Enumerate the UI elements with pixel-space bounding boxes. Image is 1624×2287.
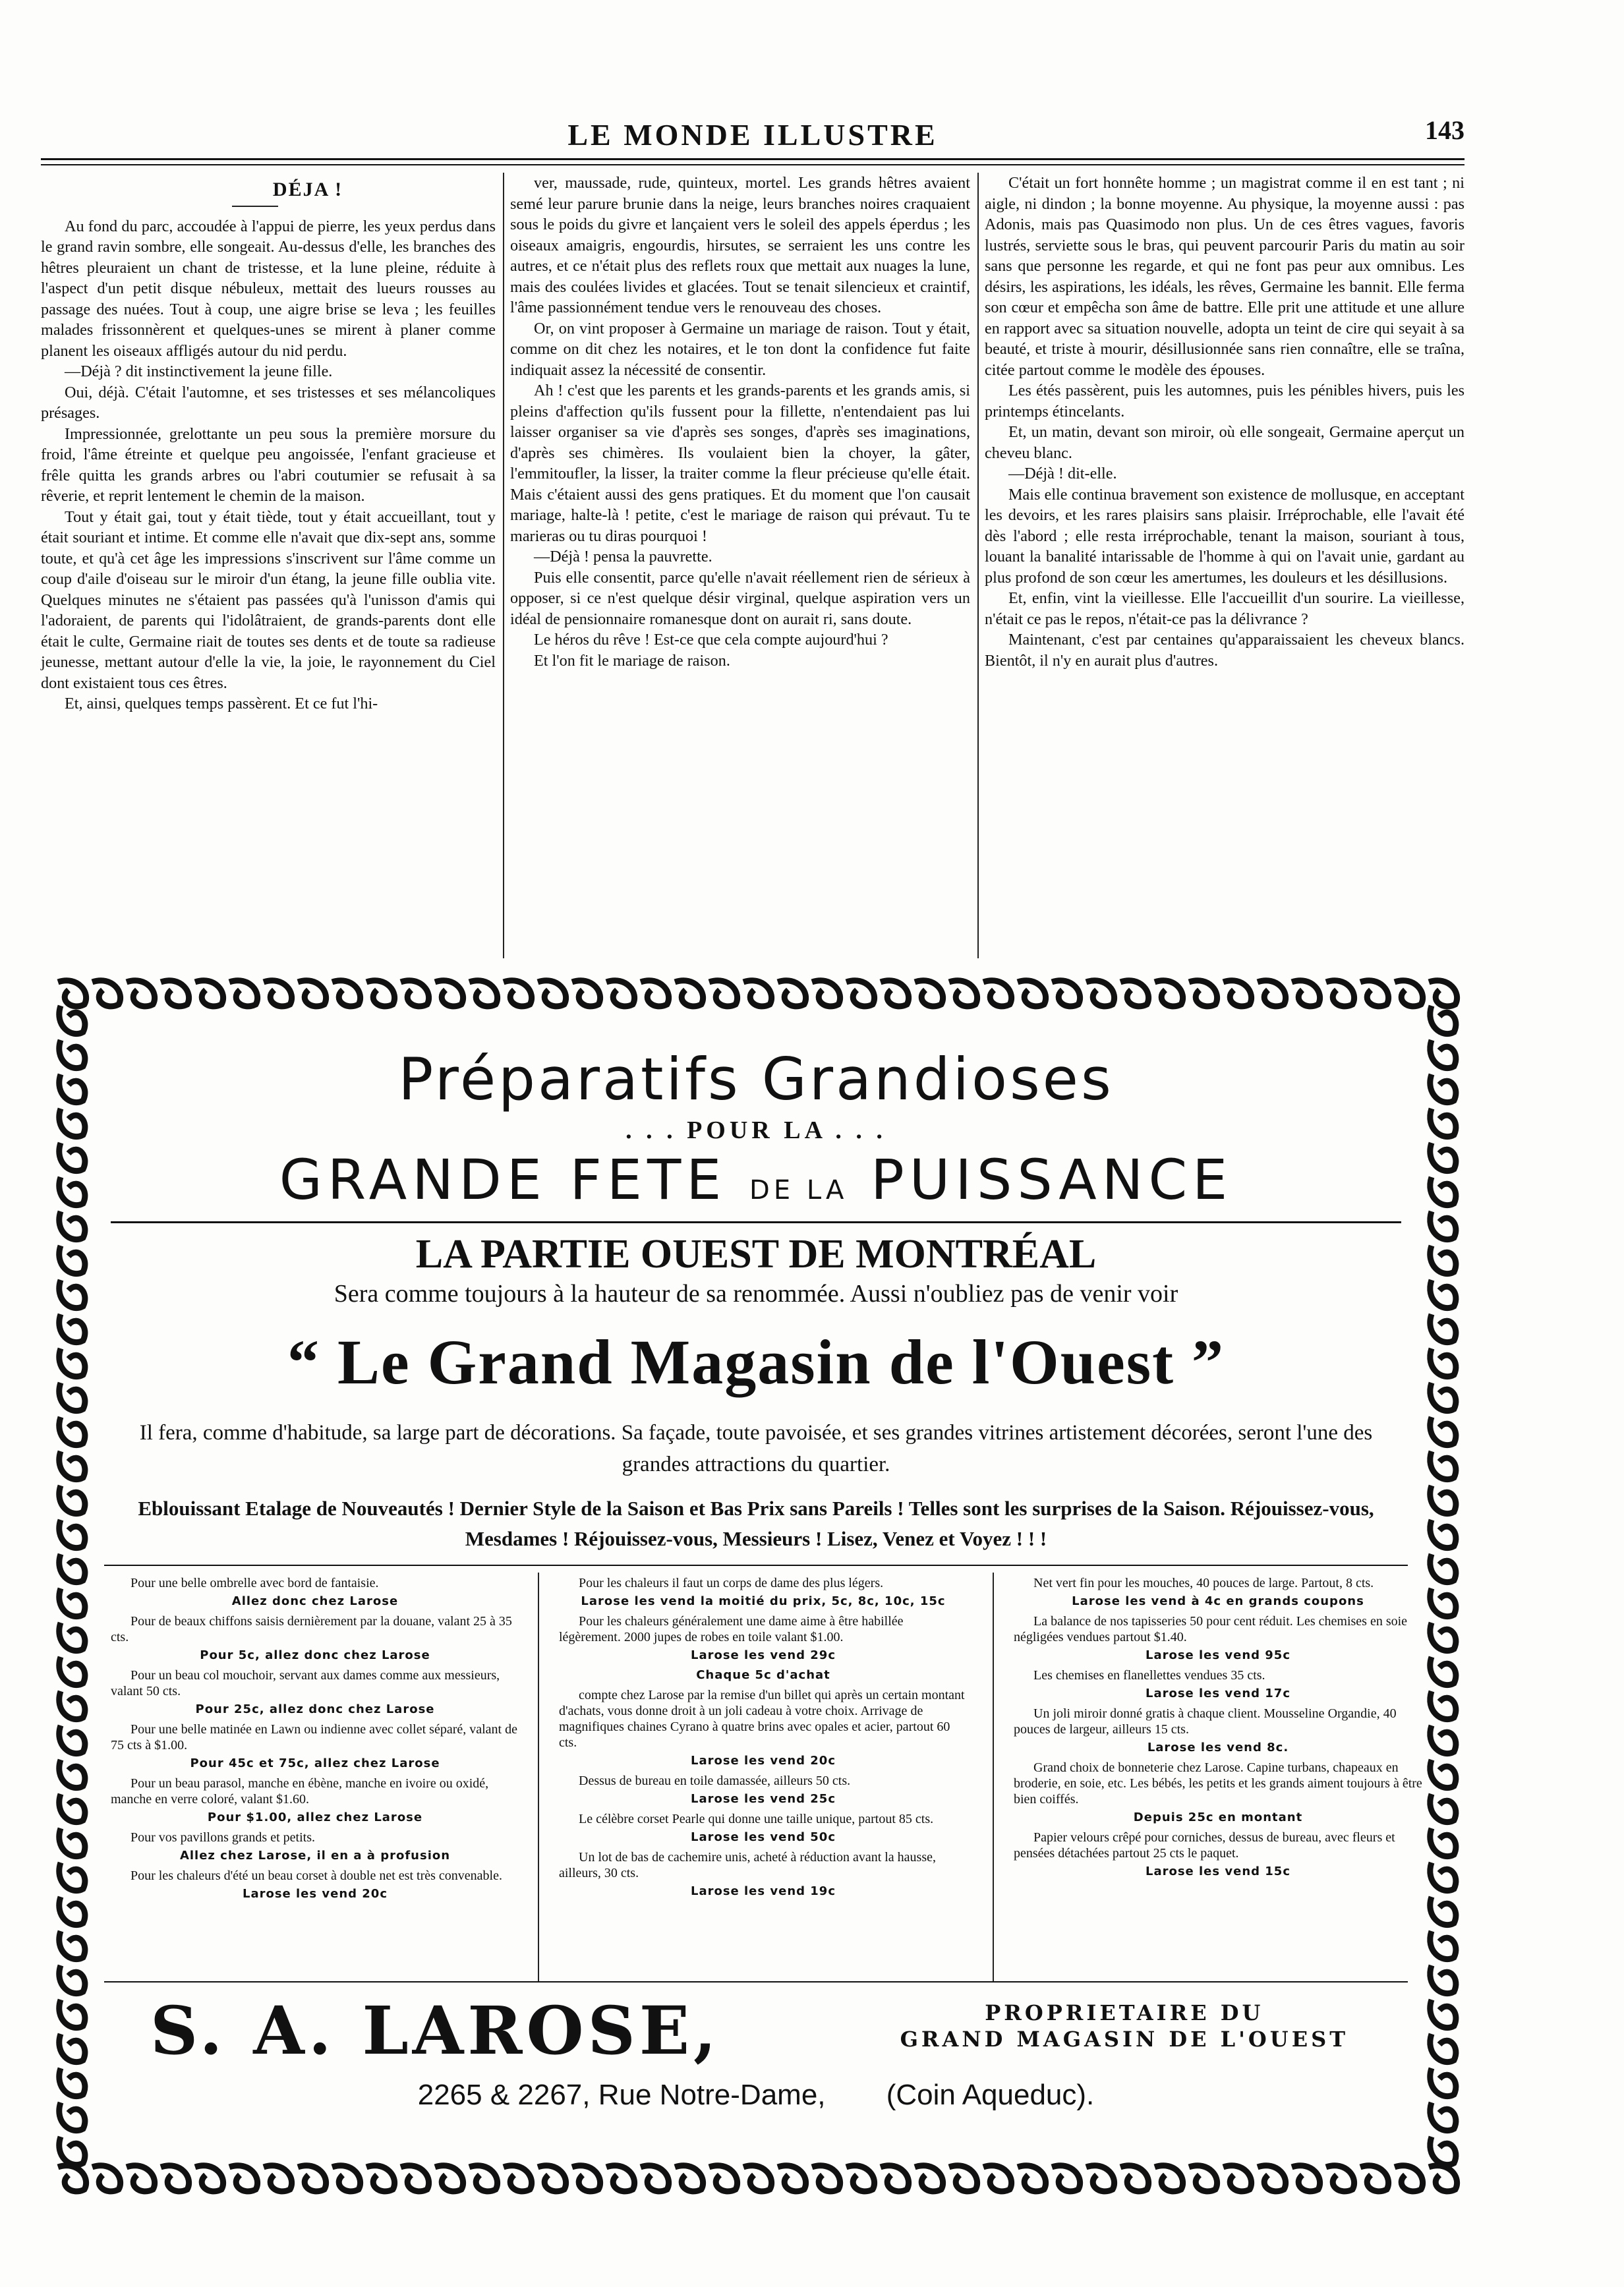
advertisement <box>51 973 1461 2200</box>
ad-price-heading: Pour 45c et 75c, allez chez Larose <box>190 1756 440 1770</box>
chain-link <box>59 1280 85 1308</box>
chain-link <box>1360 2166 1389 2191</box>
ad-item: Pour de beaux chiffons saisis dernièrement par la douane, valant 25 à 35 cts. <box>111 1614 512 1644</box>
ad-column-rule <box>993 1573 994 1981</box>
ad-headline-part: PUISSANCE <box>871 1147 1233 1212</box>
chain-link <box>229 2166 258 2191</box>
chain-link <box>59 1006 85 1034</box>
chain-link <box>1430 1486 1456 1514</box>
chain-link <box>59 1725 85 1754</box>
chain-link <box>1430 1965 1456 1994</box>
ad-item: Pour les chaleurs il faut un corps de dame des plus légers. <box>579 1576 884 1590</box>
ad-headline-part: GRANDE FETE <box>279 1147 727 1212</box>
chain-link <box>469 2166 498 2191</box>
chain-link <box>1326 2166 1354 2191</box>
chain-link <box>1430 1451 1456 1480</box>
ad-item: Pour un beau parasol, manche en ébène, manche en ivoire ou oxidé, manche en verre coloré, valant $1.60. <box>111 1776 489 1807</box>
chain-link <box>1326 981 1354 1006</box>
chain-link <box>59 2137 85 2165</box>
chain-link <box>1430 1074 1456 1103</box>
chain-link <box>1395 981 1423 1006</box>
ad-rule <box>104 1981 1408 1983</box>
chain-link <box>1430 1177 1456 1205</box>
chain-link <box>846 2166 875 2191</box>
chain-link <box>59 1760 85 1788</box>
story-column-3 <box>985 173 1464 958</box>
chain-link <box>504 2166 532 2191</box>
chain-link <box>127 981 155 1006</box>
chain-link <box>1430 2034 1456 2062</box>
chain-link <box>401 2166 429 2191</box>
chain-link <box>1430 1554 1456 1582</box>
ad-price-columns <box>104 1573 1422 1981</box>
chain-link <box>59 1931 85 1959</box>
ad-price-heading: Chaque 5c d'achat <box>696 1668 830 1682</box>
chain-link <box>59 1109 85 1137</box>
chain-link <box>1430 1931 1456 1959</box>
chain-link <box>264 2166 292 2191</box>
ad-price-heading: Larose les vend 25c <box>690 1792 836 1806</box>
chain-link <box>1430 1897 1456 1925</box>
ad-subheading: LA PARTIE OUEST DE MONTRÉAL <box>415 1232 1097 1277</box>
chain-link <box>949 981 977 1006</box>
ad-price-heading: Larose les vend 20c <box>690 1754 836 1768</box>
chain-link <box>161 981 189 1006</box>
chain-link <box>469 981 498 1006</box>
chain-link <box>59 1451 85 1480</box>
chain-link <box>127 2166 155 2191</box>
ad-column-3 <box>1014 1575 1422 1884</box>
chain-link <box>675 981 703 1006</box>
ad-item: Un lot de bas de cachemire unis, acheté à réduction avant la hausse, ailleurs, 30 cts. <box>559 1850 937 1880</box>
chain-link <box>1292 2166 1320 2191</box>
chain-link <box>778 2166 806 2191</box>
chain-link <box>264 981 292 1006</box>
chain-link <box>1189 981 1217 1006</box>
chain-link <box>298 981 326 1006</box>
ad-proprietor-line: GRAND MAGASIN DE L'OUEST <box>900 2027 1348 2052</box>
chain-link <box>1430 1143 1456 1171</box>
chain-link <box>401 981 429 1006</box>
ad-column-rule <box>538 1573 539 1981</box>
chain-link <box>366 2166 395 2191</box>
chain-link <box>1120 981 1149 1006</box>
chain-link <box>812 2166 840 2191</box>
ad-price-heading: Larose les vend 50c <box>690 1830 836 1844</box>
ad-rule <box>111 1221 1401 1223</box>
chain-link <box>1430 1794 1456 1822</box>
chain-link <box>59 1246 85 1274</box>
chain-link <box>1292 981 1320 1006</box>
paragraph: Oui, déjà. C'était l'automne, et ses tristesses et ses mélancoliques présages. <box>41 383 496 422</box>
paragraph: Or, on vint proposer à Germaine un mariage de raison. Tout y était, comme on dit chez les notaires, et le ton dont la confidence fut faite indiquait assez la nécessité de consentir. <box>510 319 970 379</box>
ad-headline-connector: . . . POUR LA . . . <box>625 1116 886 1144</box>
ad-footer <box>104 1992 1408 2130</box>
ad-item: Pour une belle matinée en Lawn ou indienne avec collet séparé, valant de 75 cts à $1.00. <box>111 1722 517 1752</box>
chain-link <box>1223 2166 1252 2191</box>
ad-item: Dessus de bureau en toile damassée, ailleurs 50 cts. <box>579 1774 851 1788</box>
chain-link <box>1018 2166 1046 2191</box>
chain-border-right <box>1422 999 1461 2174</box>
ad-item: Pour les chaleurs d'été un beau corset à double net est très convenable. <box>130 1868 502 1883</box>
chain-link <box>1430 2000 1456 2028</box>
chain-link <box>59 2034 85 2062</box>
ad-body-text: Il fera, comme d'habitude, sa large part de décorations. Sa façade, toute pavoisée, et ses grandes vitrines artistement décorées, seront l'une des grandes attractions du quartier. <box>139 1421 1373 1476</box>
chain-link <box>59 1383 85 1411</box>
paragraph: Puis elle consentit, parce qu'elle n'avait réellement rien de sérieux à opposer, si ce n'est quelque désir virginal, quelque aspiration vers un idéal de pensionnaire romanesque dont on aurait ri, sans doute. <box>510 568 970 628</box>
chain-link <box>743 981 772 1006</box>
ad-proprietor <box>900 2000 1348 2052</box>
chain-link <box>606 981 635 1006</box>
ad-headline-part: DE LA <box>749 1175 848 1205</box>
chain-link <box>709 981 738 1006</box>
ad-price-heading: Larose les vend 20c <box>242 1887 388 1901</box>
chain-link <box>59 2000 85 2028</box>
chain-link <box>743 2166 772 2191</box>
ad-item: Pour un beau col mouchoir, servant aux dames comme aux messieurs, valant 50 cts. <box>111 1668 500 1698</box>
ad-price-heading: Larose les vend 95c <box>1145 1648 1291 1662</box>
chain-link <box>59 1177 85 1205</box>
chain-link <box>1430 2137 1456 2165</box>
chain-link <box>1430 1691 1456 1720</box>
chain-link <box>195 981 223 1006</box>
story-title: DÉJA ! <box>272 179 343 200</box>
ad-item: Pour les chaleurs généralement une dame aime à être habillée légèrement. 2000 jupes de robes en toile valant $1.00. <box>559 1614 904 1644</box>
paragraph: —Déjà ! dit-elle. <box>1008 465 1117 482</box>
chain-link <box>983 981 1012 1006</box>
chain-link <box>1430 1417 1456 1445</box>
chain-link <box>846 981 875 1006</box>
chain-link <box>92 2166 121 2191</box>
chain-link <box>195 2166 223 2191</box>
ad-price-heading: Pour $1.00, allez chez Larose <box>207 1810 423 1824</box>
chain-link <box>366 981 395 1006</box>
chain-link <box>59 1691 85 1720</box>
chain-link <box>675 2166 703 2191</box>
chain-link <box>1223 981 1252 1006</box>
chain-link <box>59 1965 85 1994</box>
chain-link <box>1018 981 1046 1006</box>
chain-link <box>229 981 258 1006</box>
chain-link <box>59 1143 85 1171</box>
paragraph: Les étés passèrent, puis les automnes, puis les pénibles hivers, puis les printemps étincelants. <box>985 382 1464 420</box>
story-column-2 <box>510 173 970 958</box>
chain-link <box>1052 981 1080 1006</box>
chain-link <box>59 1828 85 1857</box>
paragraph: Au fond du parc, accoudée à l'appui de pierre, les yeux perdus dans le grand ravin sombre, elle songeait. Au-dessus d'elle, les branches des hêtres pleuraient un chant de tristesse, et la lune pleine, réduite à l'aspect d'un petit disque nébuleux, mettait des lueurs rousses au passage des nuées. Tout à coup, une aigre brise se leva ; les feuilles malades frissonnèrent et quelques-unes se mirent à planer comme planent les oiseaux affligés autour du nid perdu. <box>41 217 496 360</box>
paragraph: Maintenant, c'est par centaines qu'apparaissaient les cheveux blancs. Bientôt, il n'y en aurait plus d'autres. <box>985 631 1464 670</box>
chain-link <box>1258 2166 1286 2191</box>
chain-link <box>1430 1383 1456 1411</box>
chain-link <box>435 981 463 1006</box>
chain-link <box>92 981 121 1006</box>
chain-link <box>1430 1246 1456 1274</box>
chain-link <box>59 2102 85 2131</box>
paragraph: Et, un matin, devant son miroir, où elle songeait, Germaine aperçut un cheveu blanc. <box>985 423 1464 462</box>
chain-link <box>1360 981 1389 1006</box>
ad-price-heading: Larose les vend 17c <box>1145 1687 1291 1700</box>
ad-item: Les chemises en flanellettes vendues 35 cts. <box>1033 1668 1265 1683</box>
chain-link <box>1430 1623 1456 1651</box>
ad-item: Pour une belle ombrelle avec bord de fantaisie. <box>130 1576 379 1590</box>
ad-price-heading: Larose les vend 15c <box>1145 1865 1291 1878</box>
chain-link <box>1086 2166 1115 2191</box>
ad-headline-main <box>104 1147 1408 1212</box>
chain-link <box>606 2166 635 2191</box>
ad-headline: Préparatifs Grandioses <box>398 1045 1114 1113</box>
chain-link <box>59 1314 85 1343</box>
ad-column-1 <box>111 1575 519 1906</box>
ad-street: 2265 & 2267, Rue Notre-Dame, <box>417 2079 826 2111</box>
chain-link <box>1430 1314 1456 1343</box>
chain-link <box>59 2068 85 2097</box>
chain-link <box>641 2166 669 2191</box>
ad-content <box>104 1019 1422 2154</box>
page-number: 143 <box>1425 115 1464 145</box>
paragraph: Et, enfin, vint la vieillesse. Elle l'accueillit d'un sourire. La vieillesse, n'était ce pas le repos, n'était-ce pas la délivrance ? <box>985 589 1464 628</box>
ad-slogan: Eblouissant Etalage de Nouveautés ! Dernier Style de la Saison et Bas Prix sans Pareils ! Telles sont les surprises de la Saison. Réjouissez-vous, Mesdames ! Réjouissez-vous, Messieurs ! Lisez, Venez et Voyez ! ! ! <box>138 1497 1374 1550</box>
chain-link <box>949 2166 977 2191</box>
chain-link <box>59 1348 85 1377</box>
chain-link <box>504 981 532 1006</box>
paragraph: C'était un fort honnête homme ; un magistrat comme il en est tant ; ni aigle, ni dindon ; la bonne moyenne. Au physique, la moyenne aussi : pas Adonis, mais pas Quasimodo non plus. Un de ces êtres vagues, favoris lustrés, serviette sous le bras, qui peuvent parcourir Paris du matin au soir sans que personne les regarde, et qui ne font pas peur aux omnibus. Les désirs, les aspirations, les idéals, les rêves, Germaine les bannit. Elle ferma son cœur et empêcha son âme de battre. Elle prit une attitude et une allure en rapport avec sa situation nouvelle, adopta un teint de cire qui seyait à sa beauté, et triste à mourir, désillusionnée sans rien connaître, elle se traîna, citée partout comme le modèle des épouses. <box>985 174 1464 379</box>
story-columns <box>41 173 1464 958</box>
header-rule <box>41 158 1464 165</box>
ad-column-2 <box>559 1575 968 1903</box>
paragraph: Et, ainsi, quelques temps passèrent. Et ce fut l'hi- <box>65 695 378 712</box>
chain-link <box>709 2166 738 2191</box>
chain-link <box>641 981 669 1006</box>
ad-item: Grand choix de bonneterie chez Larose. Capine turbans, chapeaux en broderie, en soie, etc. Les bébés, les petits et les grands aiment toujours à être bien coiffés. <box>1014 1760 1422 1807</box>
chain-link <box>538 2166 566 2191</box>
ad-rule <box>104 1565 1408 1566</box>
chain-link <box>1189 2166 1217 2191</box>
page-header <box>41 112 1464 158</box>
chain-link <box>59 1794 85 1822</box>
chain-link <box>1120 2166 1149 2191</box>
ad-address <box>104 2079 1408 2112</box>
chain-link <box>59 1554 85 1582</box>
chain-link <box>1430 2102 1456 2131</box>
story-column-1 <box>41 173 496 958</box>
paragraph: Ah ! c'est que les parents et les grands-parents et les grands amis, si pleins d'affection qu'ils fussent pour la fillette, n'entendaient pas lui laisser organiser sa vie d'après ses songes, d'après ses imaginations, d'après ses chimères. Ils voulaient bien la choyer, la gâter, l'emmitoufler, la lisser, la traiter comme la fleur précieuse qu'elle était. Mais c'étaient aussi des gens pratiques. Et du moment que l'on causait mariage, halte-là ! petite, c'est le mariage de raison qui prévaut. Tu te marieras ou tu diras pourquoi ! <box>510 382 970 545</box>
chain-link <box>1052 2166 1080 2191</box>
chain-link <box>161 2166 189 2191</box>
chain-link <box>59 1863 85 1891</box>
chain-link <box>1155 981 1183 1006</box>
ad-item: Le célèbre corset Pearle qui donne une taille unique, partout 85 cts. <box>579 1812 934 1826</box>
chain-link <box>332 981 361 1006</box>
chain-link <box>1430 1211 1456 1240</box>
chain-link <box>1430 1725 1456 1754</box>
ad-price-heading: Pour 5c, allez donc chez Larose <box>200 1648 430 1662</box>
chain-link <box>59 1211 85 1240</box>
chain-link <box>1430 1588 1456 1617</box>
chain-link <box>59 1520 85 1548</box>
chain-link <box>59 1897 85 1925</box>
chain-link <box>881 2166 909 2191</box>
ad-price-heading: Larose les vend 29c <box>690 1648 836 1662</box>
ad-item: Net vert fin pour les mouches, 40 pouces de large. Partout, 8 cts. <box>1033 1576 1374 1590</box>
chain-link <box>1155 2166 1183 2191</box>
ad-store-name: “ Le Grand Magasin de l'Ouest ” <box>287 1327 1225 1397</box>
chain-border-left <box>51 999 90 2174</box>
title-rule <box>232 206 278 207</box>
ad-price-heading: Pour 25c, allez donc chez Larose <box>195 1702 435 1716</box>
ad-price-heading: Larose les vend à 4c en grands coupons <box>1072 1594 1364 1608</box>
chain-link <box>1430 1040 1456 1068</box>
ad-price-heading: Allez donc chez Larose <box>231 1594 399 1608</box>
chain-link <box>59 1657 85 1685</box>
paragraph: ver, maussade, rude, quinteux, mortel. Les grands hêtres avaient semé leur parure brunie dans la neige, leurs branches noires craquaient sous le poids du givre et lançaient vers le soleil des appels éperdus ; les oiseaux amaigris, engourdis, hirsutes, se serraient les uns contre les autres, et ce n'était plus des reflets roux que mettait aux nuages la lune, mais des coulées livides et glacées. Tout se tenait silencieux et craintif, l'âme passionnément tendue vers le renouveau des choses. <box>510 174 970 316</box>
chain-link <box>435 2166 463 2191</box>
ad-subheading-text: Sera comme toujours à la hauteur de sa renommée. Aussi n'oubliez pas de venir voir <box>334 1280 1178 1308</box>
paragraph: Impressionnée, grelottante un peu sous la première morsure du froid, l'âme étreinte et quelque peu angoissée, l'enfant gracieuse et frêle quitta les grands arbres ou l'abri coutumier se refusait à sa rêverie, et reprit lentement le chemin de la maison. <box>41 424 496 505</box>
chain-link <box>1430 2068 1456 2097</box>
col1-paragraphs <box>41 216 496 714</box>
chain-link <box>538 981 566 1006</box>
running-title: LE MONDE ILLUSTRE <box>567 118 938 152</box>
chain-link <box>778 981 806 1006</box>
ad-item: Un joli miroir donné gratis à chaque client. Mousseline Organdie, 40 pouces de largeur, ailleurs 15 cts. <box>1014 1706 1397 1737</box>
chain-link <box>572 2166 600 2191</box>
chain-link <box>1430 1520 1456 1548</box>
chain-link <box>1430 1280 1456 1308</box>
ad-price-heading: Depuis 25c en montant <box>1133 1810 1303 1824</box>
ad-proprietor-line: PROPRIETAIRE DU <box>985 2000 1264 2025</box>
chain-link <box>332 2166 361 2191</box>
paragraph: Et l'on fit le mariage de raison. <box>534 651 730 670</box>
chain-link <box>1430 1828 1456 1857</box>
paragraph: Mais elle continua bravement son existence de mollusque, en acceptant les devoirs, et les rares plaisirs sans plaisir. Irréprochable, elle l'avait été dès l'abord ; elle resta irréprochable, tenant la maison, souriant à tous, louant la banalité intarissable de l'homme à qui on l'avait unie, gardant au plus profond de son cœur les amertumes, les douleurs et les désillusions. <box>985 485 1464 587</box>
chain-border-bottom <box>51 2158 1461 2200</box>
chain-link <box>1430 1863 1456 1891</box>
chain-link <box>59 1486 85 1514</box>
chain-link <box>983 2166 1012 2191</box>
chain-link <box>1086 981 1115 1006</box>
chain-link <box>298 2166 326 2191</box>
ad-price-heading: Larose les vend 8c. <box>1147 1741 1289 1754</box>
column-rule <box>503 173 504 958</box>
chain-link <box>59 1040 85 1068</box>
chain-link <box>572 981 600 1006</box>
ad-item: Pour vos pavillons grands et petits. <box>130 1830 315 1845</box>
chain-link <box>1430 1657 1456 1685</box>
chain-link <box>1430 1109 1456 1137</box>
paragraph: —Déjà ! pensa la pauvrette. <box>534 548 712 565</box>
chain-link <box>812 981 840 1006</box>
chain-link <box>1430 1006 1456 1034</box>
ad-item: La balance de nos tapisseries 50 pour cent réduit. Les chemises en soie négligées vendues partout $1.40. <box>1014 1614 1408 1644</box>
chain-link <box>915 2166 943 2191</box>
chain-link <box>59 1588 85 1617</box>
ad-item: compte chez Larose par la remise d'un billet qui après un certain montant d'achats, vous donne droit à un joli cadeau à votre choix. Arrivage de magnifiques chaines Cyrano à quatre brins avec opales et acier, partout 60 cts. <box>559 1688 965 1750</box>
ad-corner: (Coin Aqueduc). <box>886 2079 1095 2111</box>
ad-price-heading: Larose les vend la moitié du prix, 5c, 8c, 10c, 15c <box>581 1594 946 1608</box>
chain-link <box>59 1074 85 1103</box>
chain-link <box>1430 1760 1456 1788</box>
chain-link <box>59 1417 85 1445</box>
column-rule <box>977 173 979 958</box>
ad-brand: S. A. LAROSE, <box>150 1992 720 2070</box>
chain-link <box>1395 2166 1423 2191</box>
paragraph: Le héros du rêve ! Est-ce que cela compte aujourd'hui ? <box>534 631 888 649</box>
paragraph: —Déjà ? dit instinctivement la jeune fille. <box>65 362 333 380</box>
ad-item: Papier velours crêpé pour corniches, dessus de bureau, avec fleurs et pensées détachées partout 25 cts le paquet. <box>1014 1830 1395 1861</box>
paragraph: Tout y était gai, tout y était tiède, tout y était accueillant, tout y était souriant et intime. Et comme elle n'avait que dix-sept ans, somme toute, et qu'à cet âge les impressions s'inscrivent sur l'âme comme un coup d'aile d'oiseau sur le miroir d'un étang, la jeune fille oublia vite. Quelques minutes ne s'étaient pas passées qu'à l'unisson d'amis qui l'adoraient, de parents qui l'idolâtraient, de grands-parents dont elle était le culte, Germaine riait de toutes ses dents et de toute sa radieuse jeunesse, mettant autour d'elle la vie, la joie, le rayonnement du Ciel dont existaient tous ces êtres. <box>41 507 496 692</box>
chain-link <box>881 981 909 1006</box>
chain-border-top <box>51 973 1461 1015</box>
chain-link <box>1430 1348 1456 1377</box>
chain-link <box>59 1623 85 1651</box>
chain-link <box>1258 981 1286 1006</box>
ad-price-heading: Allez chez Larose, il en a à profusion <box>179 1849 451 1863</box>
ad-price-heading: Larose les vend 19c <box>690 1884 836 1898</box>
chain-link <box>915 981 943 1006</box>
